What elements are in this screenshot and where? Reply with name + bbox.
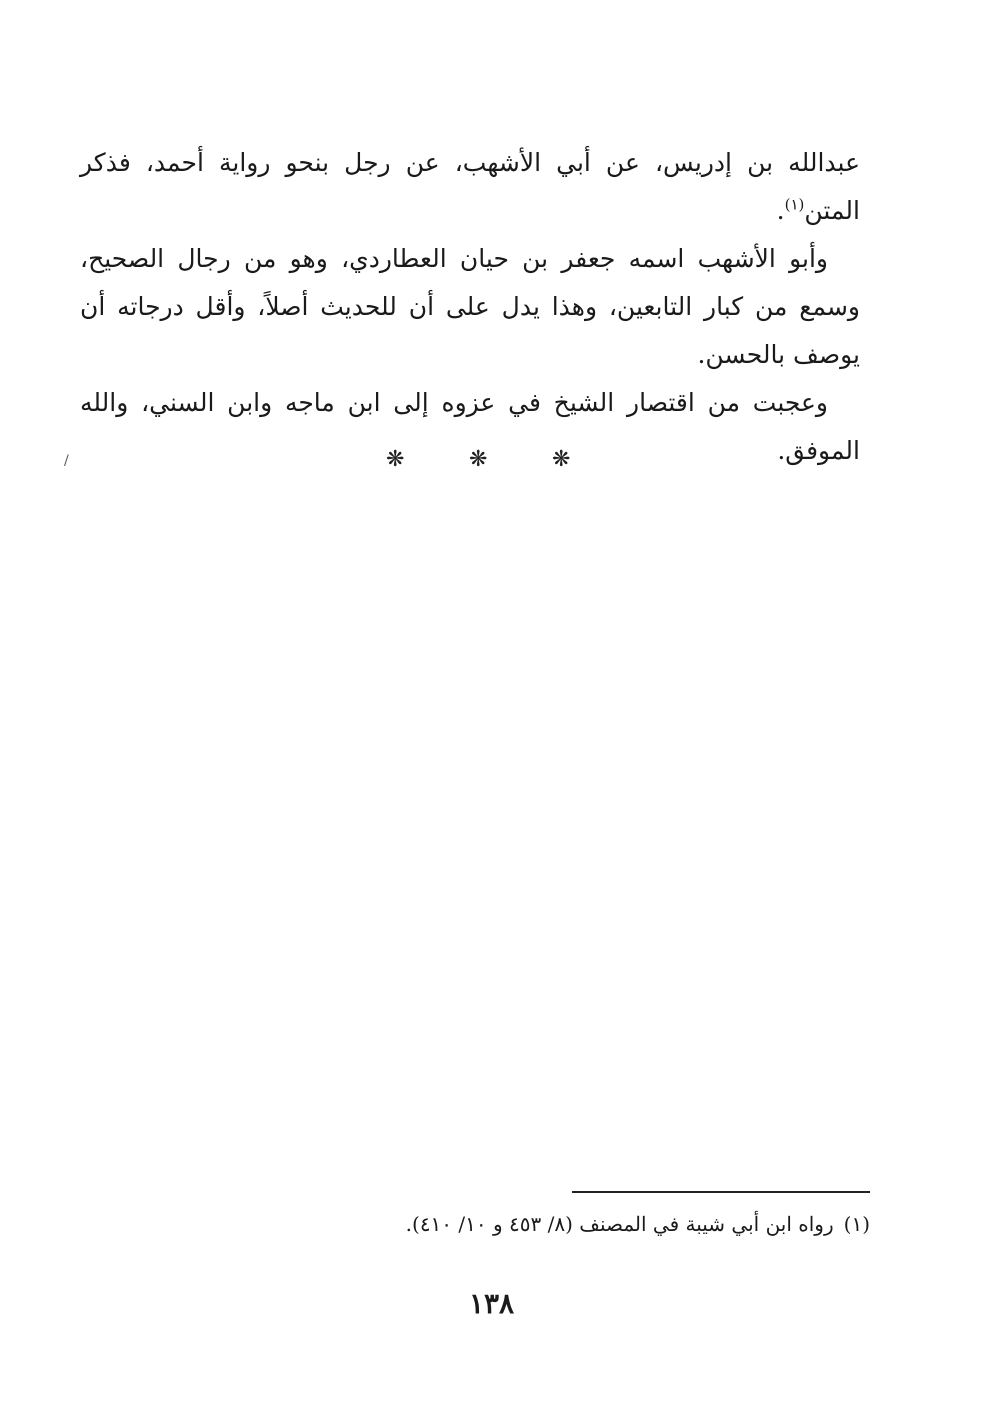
margin-mark: / <box>64 453 69 469</box>
footnote-divider <box>572 1191 870 1193</box>
paragraph-2-text: وأبو الأشهب اسمه جعفر بن حيان العطاردي، وهو من رجال الصحيح، وسمع من كبار التابعين، وهذا يدل على أن للحديث أصلاً، وأقل درجاته أن يوصف بالحسن. <box>80 244 860 369</box>
footnote-number: (١) <box>843 1212 870 1236</box>
section-separator <box>0 445 983 475</box>
separator-star-icon: ❋ <box>469 447 488 472</box>
separator-star-icon: ❋ <box>386 447 405 472</box>
paragraph-3-text: وعجبت من اقتصار الشيخ في عزوه إلى ابن ماجه وابن السني، والله الموفق. <box>80 388 860 465</box>
paragraph-1-tail: . <box>776 196 785 225</box>
page-number: ١٣٨ <box>468 1287 515 1320</box>
footnote-reference[interactable]: (١) <box>784 195 805 214</box>
separator-star-icon: ❋ <box>552 447 571 472</box>
footnote <box>340 1207 870 1241</box>
paragraph-1-text: عبدالله بن إدريس، عن أبي الأشهب، عن رجل بنحو رواية أحمد، فذكر المتن <box>80 148 860 225</box>
paragraph-1 <box>80 139 860 235</box>
paragraph-2 <box>80 235 860 379</box>
footnote-text: رواه ابن أبي شيبة في المصنف (٨/ ٤٥٣ و ١٠/ ٤١٠). <box>405 1212 834 1236</box>
